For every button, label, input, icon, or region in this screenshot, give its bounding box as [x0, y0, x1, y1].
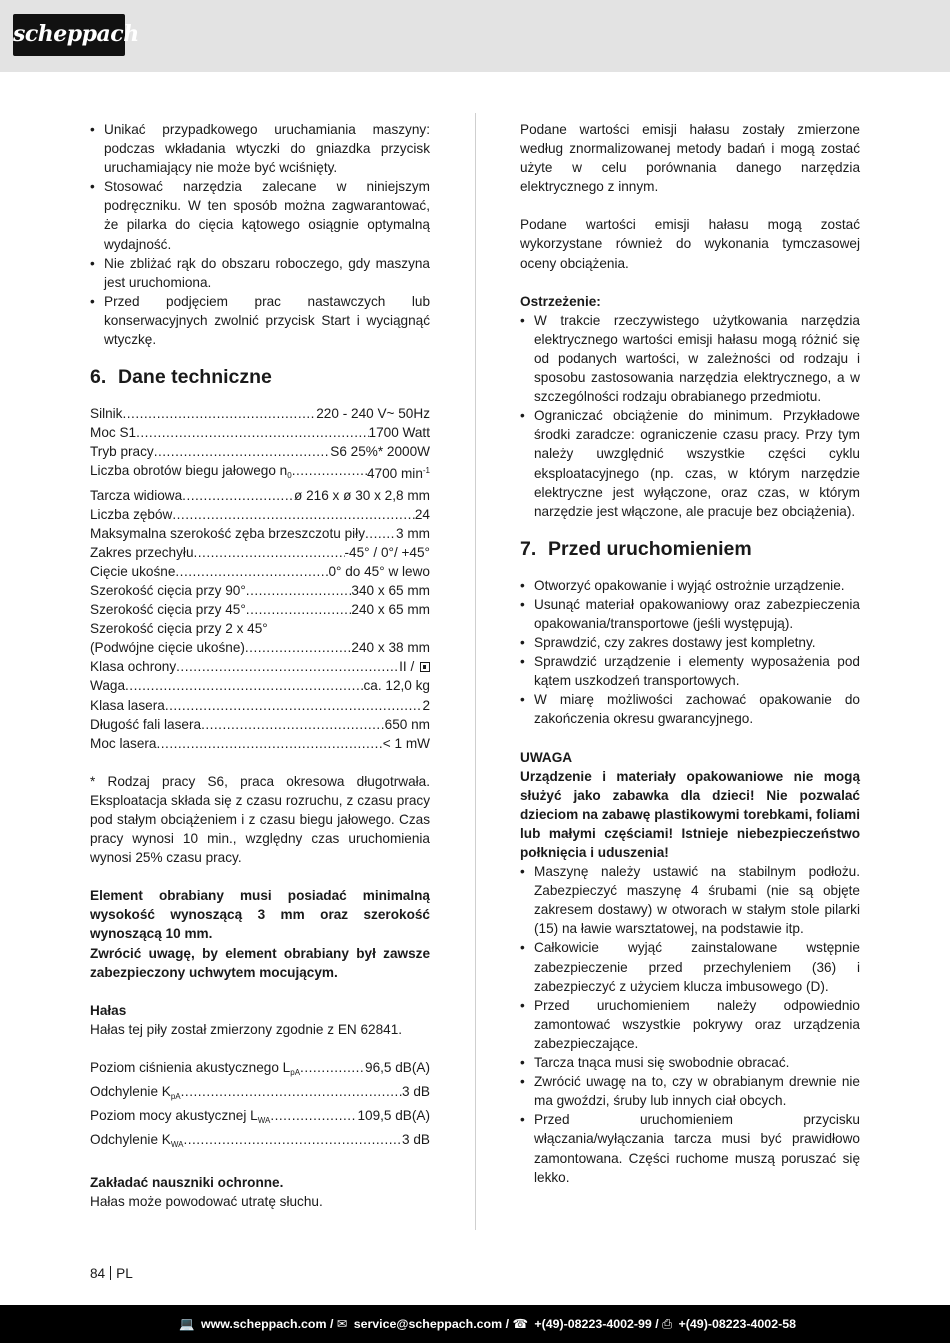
spec-row: Tryb pracy ..... S6 25%* 2000W [90, 442, 430, 461]
warning-heading: Ostrzeżenie: [520, 293, 601, 309]
protection-class-icon [420, 662, 430, 672]
uwaga-heading: UWAGA [520, 749, 573, 765]
list-item: • Nie zbliżać rąk do obszaru roboczego, gdy maszyna jest uruchomiona. [90, 254, 430, 292]
noise-heading: Hałas [90, 1002, 127, 1018]
spec-row: Zakres przechyłu ..... -45° / 0°/ +45° [90, 543, 430, 562]
list-item: • Unikać przypadkowego uruchamiania maszyny: podczas wkładania wtyczki do gniazdka przycisk uruchamiający nie może być wciśnięty. [90, 120, 430, 177]
section-number: 7. [520, 537, 537, 560]
page-number: 84 PL [90, 1266, 133, 1281]
footer-website[interactable]: www.scheppach.com / [200, 1317, 334, 1331]
footer-fax: +(49)-08223-4002-58 [678, 1317, 796, 1331]
spec-list [90, 404, 430, 753]
list-item: • Otworzyć opakowanie i wyjąć ostrożnie urządzenie. [520, 576, 860, 595]
list-item: • Sprawdzić, czy zakres dostawy jest kompletny. [520, 633, 860, 652]
list-item: • Przed podjęciem prac nastawczych lub konserwacyjnych zwolnić przycisk Start i wyciągnąć wtyczkę. [90, 292, 430, 349]
spec-row: Klasa lasera ..... 2 [90, 696, 430, 715]
ear-protection-heading: Zakładać nauszniki ochronne. [90, 1175, 284, 1191]
spec-row: Klasa ochrony ..... II / [90, 657, 430, 676]
spec-row: Liczba obrotów biegu jałowego $n_0$ ..... 4700 $\min^{-1}$ [90, 461, 430, 485]
phone-icon: ☎ [512, 1317, 528, 1331]
spec-row: Moc S1 ..... 1700 Watt [90, 423, 430, 442]
footer-phone: +(49)-08223-4002-99 / [534, 1317, 659, 1331]
envelope-icon: ✉ [336, 1317, 348, 1331]
section-title: Przed uruchomieniem [548, 537, 752, 560]
spec-row: Liczba zębów ..... 24 [90, 505, 430, 524]
list-item: • Przed uruchomieniem należy odpowiednio zamontować wszystkie pokrywy oraz urządzenia zabezpieczające. [520, 996, 860, 1053]
spec-row: (Podwójne cięcie ukośne) ..... 240 x 38 mm [90, 638, 430, 657]
list-item: • Przed uruchomieniem przycisku włączania/wyłączania tarcza musi być prawidłowo zamontowana. Części ruchome muszą poruszać się lekko. [520, 1110, 860, 1186]
paragraph: Podane wartości emisji hałasu mogą zostać wykorzystane również do wykonania tymczasowej oceny obciążenia. [520, 217, 860, 271]
list-item: • Tarcza tnąca musi się swobodnie obracać. [520, 1053, 860, 1072]
fax-icon: ⎙ [662, 1317, 673, 1331]
section-heading-6 [90, 365, 430, 389]
list-item: • Ograniczać obciążenie do minimum. Przykładowe środki zaradcze: ograniczenie czasu pracy. Przy tym należy uwzględnić wszystkie części cyklu eksploatacyjnego (np. czas, w którym narzędzie elektryczne jest wyłączone, oraz czas, w którym narzędzie jest włączone, ale pracuje bez obciążenia). [520, 406, 860, 521]
noise-text: Hałas tej piły został zmierzony zgodnie z EN 62841. [90, 1021, 403, 1037]
section-heading-7 [520, 537, 860, 561]
spec-row: Szerokość cięcia przy 45° ..... 240 x 65 mm [90, 600, 430, 619]
spec-row: Cięcie ukośne ..... 0° do 45° w lewo [90, 562, 430, 581]
list-item: • W miarę możliwości zachować opakowanie do zakończenia okresu gwarancyjnego. [520, 690, 860, 728]
spec-row: Maksymalna szerokość zęba brzeszczotu piły ..... 3 mm [90, 524, 430, 543]
spec-row-label: Szerokość cięcia przy 2 x 45° [90, 621, 268, 637]
computer-icon: 💻 [179, 1317, 195, 1331]
list-item: • Sprawdzić urządzenie i elementy wyposażenia pod kątem uszkodzeń transportowych. [520, 652, 860, 690]
list-item: • Stosować narzędzia zalecane w niniejszym podręczniku. W ten sposób można zagwarantować, że pilarka do cięcia kątowego osiągnie optymalną wydajność. [90, 177, 430, 253]
list-item: • Maszynę należy ustawić na stabilnym podłożu. Zabezpieczyć maszynę 4 śrubami (nie są objęte zakresem dostawy) w otworach w stałym stole pilarki (15) na ławie warsztatowej, na podstawie itp. [520, 862, 860, 938]
footer-email[interactable]: service@scheppach.com / [353, 1317, 510, 1331]
noise-row: Poziom mocy akustycznej $L_{WA}$ ..... 109,5 dB(A) [90, 1106, 430, 1130]
spec-row: Długość fali lasera ..... 650 nm [90, 715, 430, 734]
list-item: • Zwrócić uwagę na to, czy w obrabianym drewnie nie ma gwoździ, śruby lub innych ciał obcych. [520, 1072, 860, 1110]
list-item: • W trakcie rzeczywistego użytkowania narzędzia elektrycznego wartości emisji hałasu mogą różnić się od podanych wartości, w zależności od rodzaju i sposobu zastosowania narzędzia elektrycznego, a w szczególności rodzaju obrabianego przedmiotu. [520, 311, 860, 406]
spec-row: Silnik ..... 220 - 240 V~ 50Hz [90, 404, 430, 423]
footnote: * Rodzaj pracy S6, praca okresowa długotrwała. Eksploatacja składa się z czasu rozruchu, z czasu pracy pod stałym obciążeniem i z czasu biegu jałowego. Czas pracy wynosi 10 min., względny czas uruchomienia wynosi 25% czasu pracy. [90, 773, 430, 866]
left-column [90, 120, 430, 1212]
uwaga-warning: Urządzenie i materiały opakowaniowe nie mogą służyć jako zabawka dla dzieci! Nie pozwalać dzieciom na zabawę plastikowymi torebkami, foliami lub małymi częściami! Istnieje niebezpieczeństwo połknięcia i uduszenia! [520, 768, 860, 860]
paragraph: Podane wartości emisji hałasu zostały zmierzone według znormalizowanej metody badań i mogą zostać użyte w celu porównania danego narzędzia elektrycznego z innym. [520, 122, 860, 195]
column-divider [475, 113, 476, 1230]
section-number: 6. [90, 366, 107, 389]
spec-row: Waga ..... ca. 12,0 kg [90, 676, 430, 695]
list-item: • Całkowicie wyjąć zainstalowane wstępnie zabezpieczenie przed przechyleniem (36) i zabezpieczyć z użyciem klucza imbusowego (D). [520, 938, 860, 995]
noise-list [90, 1058, 430, 1154]
spec-row: Moc lasera ..... < 1 mW [90, 734, 430, 753]
footer-bar [0, 1305, 950, 1343]
spec-row: Tarcza widiowa ..... ø 216 x ø 30 x 2,8 mm [90, 486, 430, 505]
brand-logo: scheppach [13, 14, 125, 56]
workpiece-notice: Element obrabiany musi posiadać minimalną wysokość wynoszącą 3 mm oraz szerokość wynoszącą 10 mm. [90, 888, 430, 942]
list-item: • Usunąć materiał opakowaniowy oraz zabezpieczenia opakowania/transportowe (jeśli występują). [520, 595, 860, 633]
ear-protection-text: Hałas może powodować utratę słuchu. [90, 1194, 323, 1210]
noise-row: Odchylenie $K_{pA}$ ..... 3 dB [90, 1082, 430, 1106]
header-band [0, 0, 950, 72]
clamp-notice: Zwrócić uwagę, by element obrabiany był zawsze zabezpieczony uchwytem mocującym. [90, 945, 430, 980]
spec-row: Szerokość cięcia przy 90° ..... 340 x 65 mm [90, 581, 430, 600]
section-title: Dane techniczne [118, 366, 272, 389]
noise-row: Odchylenie $K_{WA}$ ..... 3 dB [90, 1130, 430, 1154]
noise-row: Poziom ciśnienia akustycznego $L_{pA}$ ..... 96,5 dB(A) [90, 1058, 430, 1082]
right-column [520, 120, 860, 1187]
